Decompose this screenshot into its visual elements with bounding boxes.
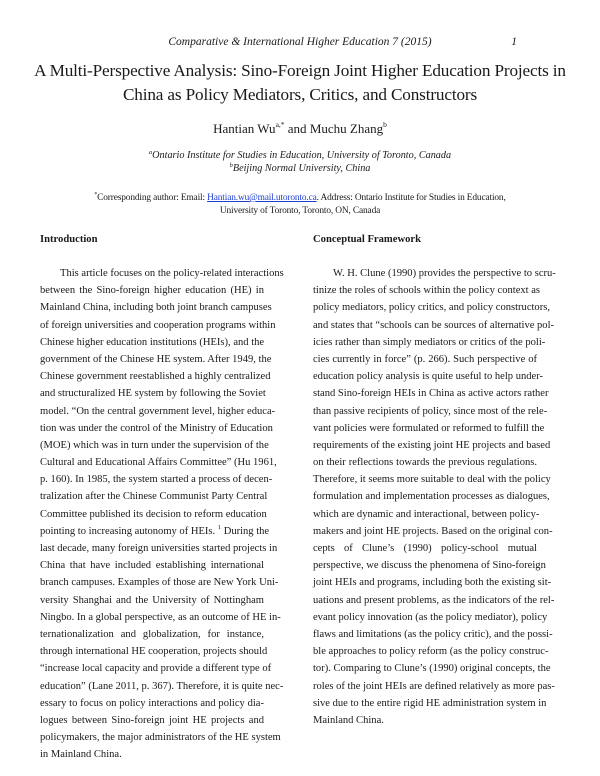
text-line: tion was under the control of the Ministry of Education [40,422,273,434]
text-line: policy mediators, policy critics, and policy constructors, [313,302,550,314]
text-line: tinize the roles of schools within the policy context as [313,285,541,297]
affiliation-text: Beijing Normal University, China [232,163,371,174]
text-line: essary to focus on policy interactions and policy dia- [40,697,264,709]
email-link[interactable]: Hantian.wu@mail.utoronto.ca [207,193,317,203]
text-line: (MOE) which was in turn under the supervision of the [40,439,269,451]
text-line: ble approaches to policy reform (as the policy construc- [313,646,549,658]
corresponding-address: . Address: Ontario Institute for Studies in Education, [316,193,506,203]
text-line: roles of the joint HEIs are defined relatively as more pas- [313,680,555,692]
text-line: cepts of Clune’s (1990) policy-school mutual [313,543,537,554]
text-line: tralization after the Chinese Communist Party Central [40,491,268,503]
text-line: Cultural and Educational Affairs Committee” (Hu 1961, [40,457,277,469]
author-conjunction: and [284,121,310,136]
text-line: vant policies were formulated or reformed to fulfill the [313,422,545,434]
affiliation-item [0,149,600,162]
text-line: which are dynamic and interactional, between policy- [313,508,540,520]
text-line: of foreign universities and cooperation programs within [40,319,276,331]
text-line: model. “On the central government level, higher educa- [40,405,276,417]
author-list [0,121,600,137]
corresponding-mark: * [94,192,98,198]
affiliation-mark: a [148,149,153,156]
author-affiliation-mark: a,* [275,120,285,129]
text-line: perspective, we discuss the phenomena of Sino-foreign [313,560,546,572]
text-line: uations and present problems, as the indicators of the rel- [313,594,555,606]
text-line: logues between Sino-foreign joint HE projects and [40,714,264,726]
text-line: p. 160). In 1985, the system started a process of decen- [40,474,273,486]
text-line: requirements of the existing joint HE projects and based [313,439,551,451]
text-line: China that have included establishing international [40,560,264,572]
author-name: Muchu Zhang [309,121,384,136]
affiliation-item [0,162,600,175]
text-line: Chinese higher education institutions (HEIs), and the [40,336,265,348]
text-line: tor). Comparing to Clune’s (1990) original concepts, the [313,663,551,675]
text-line: stand Sino-foreign HEIs in China as active actors rather [313,388,549,400]
text-line: ternationalization and globalization, for instance, [40,628,264,640]
text-line: versity Shanghai and the University of Nottingham [40,594,264,606]
text-line: on their reflections towards the previous regulations. [313,457,537,469]
text-line: branch campuses. Examples of those are New York Uni- [40,577,279,589]
corresponding-line-1 [60,192,540,205]
text-line: This article focuses on the policy-related interactions [60,268,284,279]
text-line: Ningbo. In a global perspective, as an outcome of HE in- [40,611,281,623]
right-column [313,233,556,729]
text-line: joint HEIs and programs, including both the existing sit- [313,577,552,589]
text-line: through international HE cooperation, projects should [40,646,268,658]
text-line: makers and joint HE projects. Based on the original con- [313,525,553,537]
text-line: evant policy innovation (as the policy mediator), policy [313,611,548,623]
text-line: Therefore, it seems more suitable to deal with the policy [313,474,551,486]
text-line: government of the Chinese HE system. After 1949, the [40,353,272,365]
corresponding-author-note [60,192,540,217]
author-affiliation-mark: b [383,120,387,129]
corresponding-prefix: Corresponding author: Email: [97,193,208,203]
text-line: and states that “schools can be sources of alternative pol- [313,319,555,331]
affiliation-mark: b [229,162,233,169]
text-line: formulation and implementation processes as dialogues, [313,491,550,503]
text-line: sive due to the entire rigid HE administration system in [313,697,547,709]
text-line: than passive recipients of policy, since most of the rele- [313,405,548,417]
text-line: last decade, many foreign universities started projects in [40,543,278,554]
text-line: Committee published its decision to reform education [40,508,267,520]
text-line: and structuralized HE system by following the Soviet [40,388,266,400]
left-column [40,233,284,763]
text-line: education” (Lane 2011, p. 367). Therefore, it is quite nec- [40,680,284,692]
text-line: W. H. Clune (1990) provides the perspective to scru- [333,268,556,279]
title-line-2: China as Policy Mediators, Critics, and Constructors [122,85,478,104]
running-head [0,36,600,52]
page-number: 1 [511,36,517,48]
author-name: Hantian Wu [213,121,276,136]
text-line: between the Sino-foreign higher education (HE) in [40,285,264,297]
text-line: pointing to increasing autonomy of HEIs. $^1$ During the [40,523,270,537]
section-heading-conceptual-framework: Conceptual Framework [313,234,421,245]
text-line: policymakers, the major administrators of the HE system [40,732,281,744]
conceptual-framework-paragraph [313,265,556,729]
section-heading-introduction: Introduction [40,234,98,245]
text-line: “increase local capacity and provide a different type of [40,663,272,675]
corresponding-line-2: University of Toronto, Toronto, ON, Canada [219,205,381,216]
journal-citation: Comparative & International Higher Education 7 (2015) [168,36,432,48]
text-line: icies rather than simply mediators or critics of the poli- [313,336,546,348]
text-line: Mainland China. [313,714,384,726]
text-line: flaws and limitations (as the policy critic), and the possi- [313,628,553,640]
introduction-paragraph [40,265,284,763]
text-line: in Mainland China. [40,749,122,761]
text-line: education policy analysis is quite useful to help under- [313,371,544,383]
affiliations [0,149,600,175]
text-line: cies currently in force” (p. 266). Such perspective of [313,353,537,365]
text-line: Chinese government reestablished a highly centralized [40,371,271,383]
affiliation-text: Ontario Institute for Studies in Education, University of Toronto, Canada [152,150,452,161]
paper-title [30,59,570,107]
footnote-marker[interactable]: 1 [217,523,222,531]
text-line: Mainland China, including both joint branch campuses [40,302,272,314]
title-line-1: A Multi-Perspective Analysis: Sino-Foreign Joint Higher Education Projects in [34,61,566,80]
